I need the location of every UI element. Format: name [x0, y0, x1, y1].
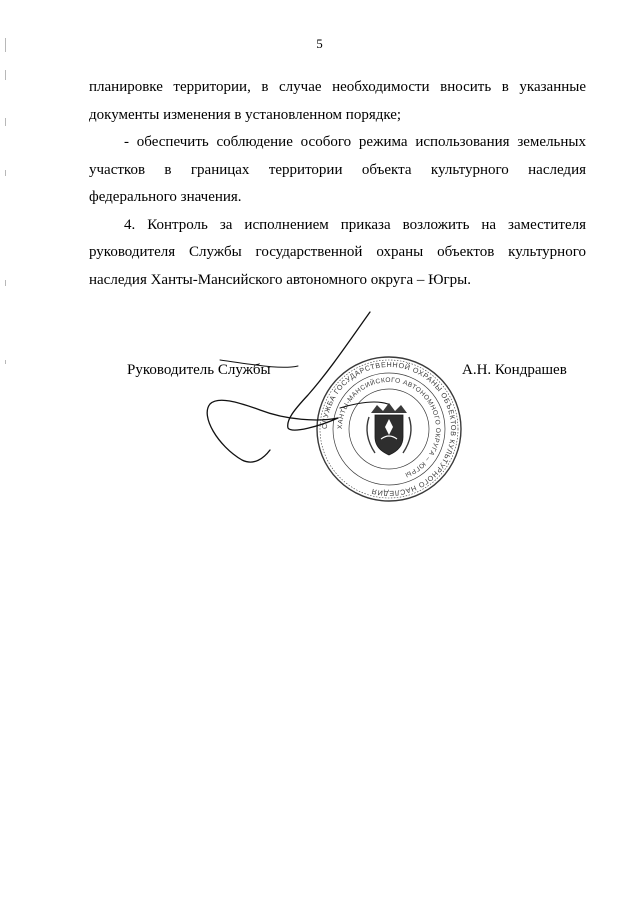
- page-number: 5: [316, 36, 323, 51]
- stamp-outer-text: СЛУЖБА ГОСУДАРСТВЕННОЙ ОХРАНЫ ОБЪЕКТОВ КУЛЬТУРНОГО НАСЛЕДИЯ: [319, 359, 459, 499]
- body-line-5: федерального значения.: [89, 189, 242, 205]
- margin-mark: [5, 118, 6, 126]
- body-line-4: участков в границах территории объекта культурного наследия: [89, 161, 586, 178]
- scan-margin-marks: [5, 30, 8, 410]
- body-line-7: руководителя Службы государственной охраны объектов культурного: [89, 244, 586, 260]
- body-line-3: - обеспечить соблюдение особого режима использования земельных: [124, 134, 586, 150]
- margin-mark: [5, 38, 6, 52]
- signatory-title: Руководитель Службы: [127, 362, 271, 378]
- document-body: [89, 74, 586, 294]
- margin-mark: [5, 170, 6, 176]
- body-line-6: 4. Контроль за исполнением приказа возложить на заместителя: [124, 216, 586, 233]
- stamp-inner-text: ХАНТЫ-МАНСИЙСКОГО АВТОНОМНОГО ОКРУГА – ЮГРЫ: [336, 376, 442, 479]
- margin-mark: [5, 280, 6, 286]
- signature-stroke: [220, 360, 298, 367]
- margin-mark: [5, 360, 6, 364]
- signature-stroke: [207, 312, 370, 462]
- body-line-2: документы изменения в установленном порядке;: [89, 106, 402, 123]
- signature-stroke: [340, 402, 388, 408]
- handwritten-signature: [190, 300, 390, 480]
- signatory-name: А.Н. Кондрашев: [462, 362, 567, 378]
- body-line-1: планировке территории, в случае необходимости вносить в указанные: [89, 79, 586, 95]
- margin-mark: [5, 70, 6, 80]
- body-line-8: наследия Ханты-Мансийского автономного округа – Югры.: [89, 271, 472, 288]
